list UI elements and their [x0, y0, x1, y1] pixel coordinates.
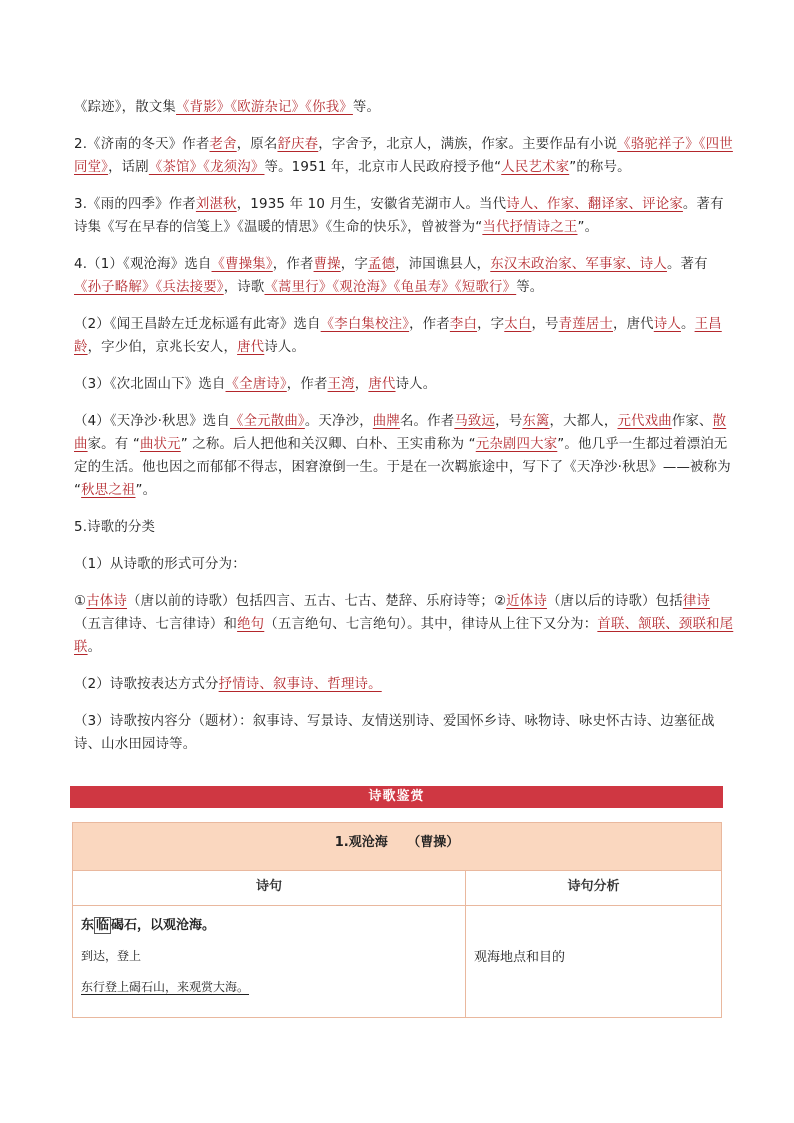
answer-text: 首联、颔联、颈联和尾联	[74, 617, 734, 655]
answer-text: 古体诗	[86, 594, 127, 609]
text-run: 2.《济南的冬天》作者	[74, 137, 210, 152]
word-annotation: 到达，登上	[81, 949, 142, 963]
answer-text: 孟德	[367, 257, 396, 272]
text-run: ①	[74, 594, 87, 609]
paragraph	[74, 96, 734, 119]
text-run: ，沛国谯县人，	[395, 257, 491, 272]
paragraph	[74, 673, 734, 696]
poem-cell	[73, 906, 466, 1018]
answer-text: 李白	[449, 317, 478, 332]
answer-text: 《茶馆》《龙须沟》	[148, 160, 265, 175]
text-run: ，字舍予，北京人，满族，作家。主要作品有小说	[318, 137, 618, 152]
answer-text: 元代戏曲	[617, 414, 672, 429]
text-run: ，字少伯，京兆长安人，	[87, 340, 238, 355]
text-run: 《踪迹》，散文集	[74, 100, 177, 115]
answer-text: 刘湛秋	[195, 197, 237, 212]
answer-text: 元杂剧四大家	[475, 437, 558, 452]
text-run: ”。	[577, 220, 599, 235]
answer-text: 王湾	[327, 377, 355, 392]
paragraph	[74, 313, 734, 359]
text-run: （唐以前的诗歌）包括四言、五古、七古、楚辞、乐府诗等；②	[127, 594, 507, 609]
answer-text: 曹操	[313, 257, 341, 272]
poem-line: 东 临 碣石，以观沧海。	[81, 918, 216, 933]
text-run: ，1935 年 10 月生，安徽省芜湖市人。当代	[236, 197, 507, 212]
answer-text: 《曹操集》	[211, 257, 273, 272]
text-run: ，话剧	[108, 160, 149, 175]
answer-text: 老舍	[209, 137, 237, 152]
answer-text: 东篱	[522, 414, 550, 429]
paragraph	[74, 373, 734, 396]
answer-text: 王昌龄	[74, 317, 722, 355]
boxed-character: 临	[96, 918, 110, 933]
answer-text: 马致远	[454, 414, 496, 429]
answer-text: 太白	[504, 317, 532, 332]
text-run: ，作者	[286, 377, 328, 392]
answer-text: 东汉末政治家、军事家、诗人	[490, 257, 667, 272]
paragraph	[74, 253, 734, 299]
answer-text: 《全唐诗》	[225, 377, 287, 392]
text-run: 等。1951 年，北京市人民政府授予他“	[264, 160, 502, 175]
answer-text: 绝句	[237, 617, 265, 632]
analysis-table	[72, 822, 722, 1018]
column-header-poem: 诗句	[73, 871, 466, 906]
answer-text: 诗人、作家、翻译家、评论家	[506, 197, 683, 212]
answer-text: 《李白集校注》	[320, 317, 410, 332]
text-run: ” 之称。后人把他和关汉卿、白朴、王实甫称为 “	[180, 437, 476, 452]
answer-text: 当代抒情诗之王	[482, 220, 578, 235]
text-run: 。著有	[666, 257, 708, 272]
paragraph	[74, 133, 734, 179]
text-run: ，诗歌	[223, 280, 265, 295]
answer-text: 抒情诗、叙事诗、哲理诗。	[218, 677, 382, 692]
page-body	[74, 96, 734, 770]
analysis-cell: 观海地点和目的	[466, 906, 722, 1018]
answer-text: 《孙子略解》《兵法接要》	[74, 280, 224, 295]
text-run: （2）诗歌按表达方式分	[74, 677, 219, 692]
section-title: 诗歌鉴赏	[368, 789, 425, 804]
text-run: ，唐代	[613, 317, 654, 332]
paragraph	[74, 553, 734, 576]
text-run: ”的称号。	[569, 160, 631, 175]
text-run: 等。	[352, 100, 381, 115]
answer-text: 《全元散曲》	[229, 414, 305, 429]
text-run: ，大都人，	[549, 414, 618, 429]
text-run: 作家、	[671, 414, 713, 429]
answer-text: 曲状元	[139, 437, 181, 452]
text-run: 5.诗歌的分类	[74, 520, 156, 535]
text-run: （1）从诗歌的形式可分为：	[74, 557, 246, 572]
answer-text: 秋思之祖	[81, 483, 136, 498]
answer-text: 唐代	[237, 340, 265, 355]
answer-text: 人民艺术家	[501, 160, 570, 175]
answer-text: 曲牌	[372, 414, 400, 429]
text-run: ”。他几乎一生都过着漂泊无定的生活。他也因之而郁郁不得志，困窘潦倒一生。于是在一次羁旅途中，写下了《天净沙·秋思》——被称为 “	[74, 437, 731, 498]
text-run: （4）《天净沙·秋思》选自	[74, 414, 230, 429]
text-run: 3.《雨的四季》作者	[74, 197, 196, 212]
answer-text: 青莲居士	[558, 317, 613, 332]
answer-text: 《骆驼祥子》《四世同堂》	[74, 137, 733, 175]
answer-text: 律诗	[682, 594, 711, 609]
column-header-analysis: 诗句分析	[466, 871, 722, 906]
text-run: 等。	[516, 280, 544, 295]
paragraph	[74, 590, 734, 659]
answer-text: 《蒿里行》《观沧海》《龟虽寿》《短歌行》	[264, 280, 517, 295]
paragraph	[74, 710, 734, 756]
paragraph	[74, 193, 734, 239]
text-run: ，字	[477, 317, 505, 332]
text-run: 4.（1）《观沧海》选自	[74, 257, 212, 272]
text-run: ，号	[531, 317, 559, 332]
answer-text: 《背影》《欧游杂记》《你我》	[176, 100, 353, 115]
text-run: 诗人。	[264, 340, 306, 355]
text-run: ，作者	[272, 257, 314, 272]
text-run: （五言律诗、七言律诗）和	[74, 617, 238, 632]
text-run: 家。有 “	[87, 437, 140, 452]
text-run: （3）诗歌按内容分（题材）：叙事诗、写景诗、友情送别诗、爱国怀乡诗、咏物诗、咏史怀古诗、边塞征战诗、山水田园诗等。	[74, 714, 715, 752]
text-run: 诗人。	[395, 377, 437, 392]
paragraph	[74, 516, 734, 539]
answer-text: 散曲	[74, 414, 727, 452]
text-run: ，字	[340, 257, 368, 272]
text-run: 。天净沙，	[304, 414, 373, 429]
text-run: （2）《闻王昌龄左迁龙标遥有此寄》选自	[74, 317, 321, 332]
section-header	[70, 786, 723, 808]
answer-text: 唐代	[368, 377, 396, 392]
text-run: （唐以后的诗歌）包括	[546, 594, 683, 609]
translation: 东行登上碣石山，来观赏大海。	[81, 980, 250, 994]
text-run: （3）《次北固山下》选自	[74, 377, 226, 392]
text-run: ”。	[135, 483, 157, 498]
text-run: 。	[87, 640, 102, 655]
table-title: 1.观沧海 （曹操）	[73, 823, 722, 871]
text-run: ，原名	[236, 137, 278, 152]
text-run: 名。作者	[399, 414, 455, 429]
text-run: （五言绝句、七言绝句）。其中，律诗从上往下又分为：	[264, 617, 598, 632]
text-run: ，	[354, 377, 369, 392]
answer-text: 舒庆春	[277, 137, 319, 152]
text-run: ，号	[495, 414, 523, 429]
text-run: ，作者	[409, 317, 450, 332]
text-run: 。著有诗集《写在早春的信笺上》《温暖的情思》《生命的快乐》，曾被誉为“	[74, 197, 724, 235]
text-run: 。	[680, 317, 695, 332]
answer-text: 诗人	[653, 317, 681, 332]
answer-text: 近体诗	[506, 594, 547, 609]
paragraph	[74, 410, 734, 502]
